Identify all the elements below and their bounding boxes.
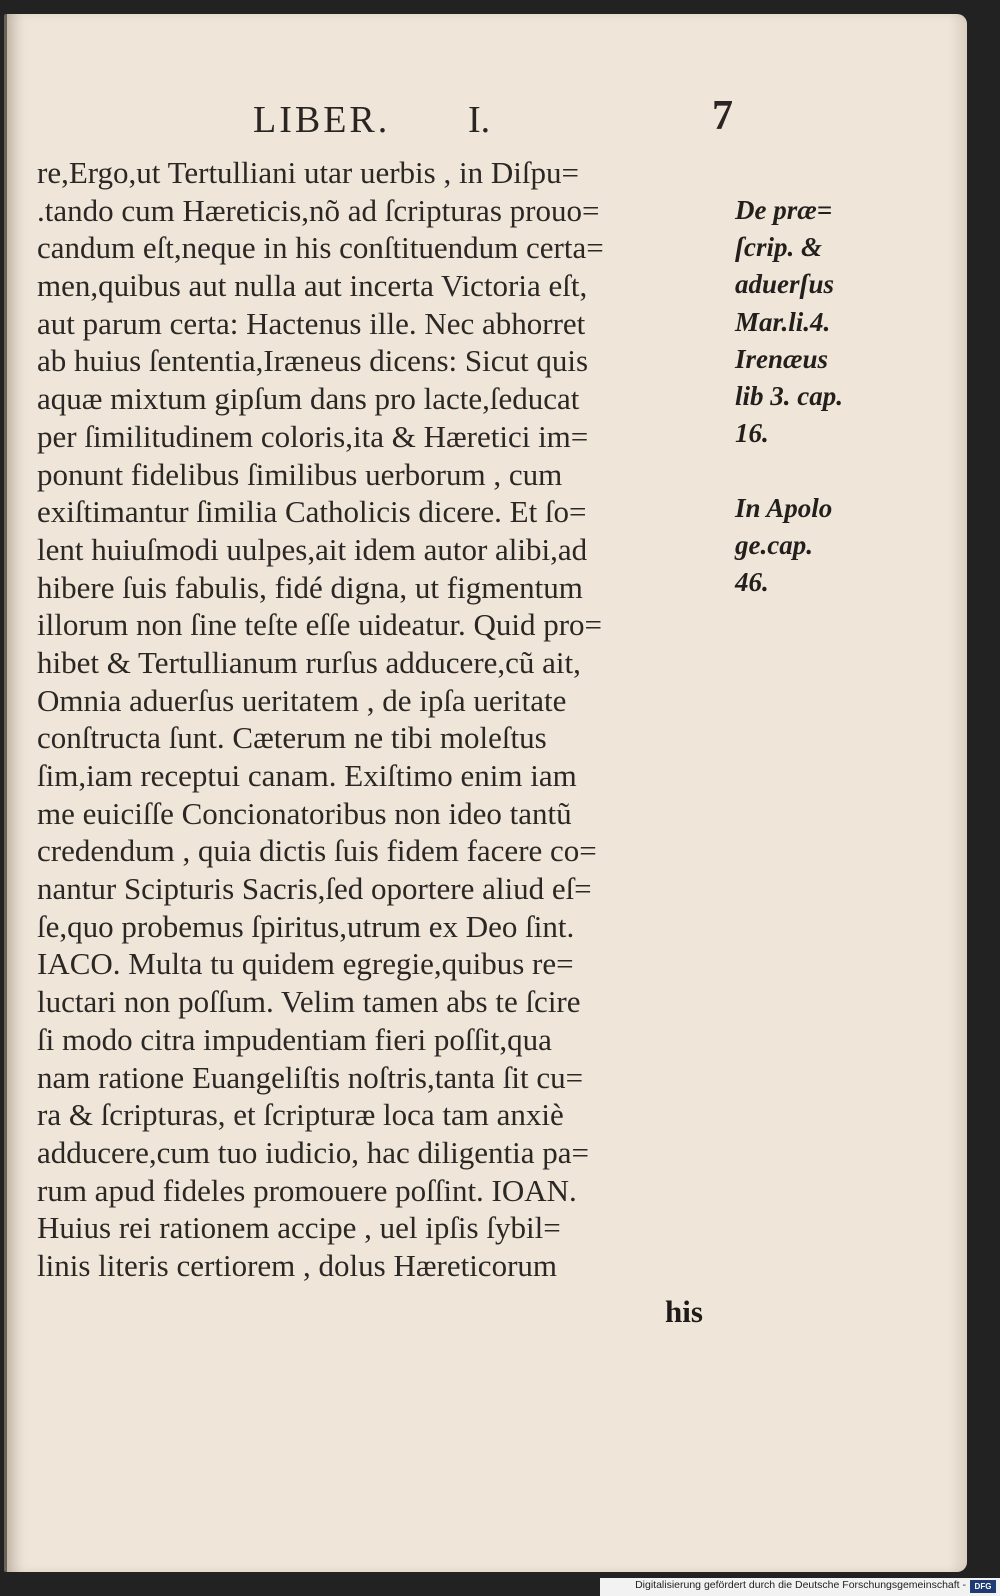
text-line: aut parum certa: Hactenus ille. Nec abhorret <box>37 305 586 341</box>
text-line: nantur Scipturis Sacris,ſed oportere aliud eſ= <box>37 871 592 907</box>
text-line: IACO. Multa tu quidem egregie,quibus re= <box>37 946 574 982</box>
text-line: ſim,iam receptui canam. Exiſtimo enim iam <box>37 758 577 793</box>
text-line: .tando cum Hæreticis,nõ ad ſcripturas prouo= <box>37 192 600 228</box>
text-line: linis literis certiorem , dolus Hæreticorum <box>37 1247 558 1283</box>
running-title: LIBER. <box>253 99 391 141</box>
body-text <box>37 154 727 1285</box>
text-line: ab huius ſententia,Iræneus dicens: Sicut quis <box>37 343 589 379</box>
marginal-note: ſcrip. & <box>735 232 822 263</box>
marginal-note: Irenæus <box>735 343 829 374</box>
marginal-note: ge.cap. <box>735 529 813 560</box>
text-line: hibere ſuis fabulis, fidé digna, ut figmentum <box>37 569 583 605</box>
text-line: ponunt fidelibus ſimilibus uerborum , cum <box>37 456 563 492</box>
text-line: candum eſt,neque in his conſtituendum certa= <box>37 230 604 266</box>
text-line: exiſtimantur ſimilia Catholicis dicere. Et ſo= <box>37 494 587 530</box>
text-line: ſi modo citra impudentiam fieri poſſit,qua <box>37 1021 552 1057</box>
marginal-note: De præ= <box>735 195 833 225</box>
dfg-logo-icon: DFG <box>970 1580 996 1593</box>
book-number: I. <box>468 99 491 141</box>
catchword: his <box>665 1294 703 1329</box>
page-header <box>253 86 733 156</box>
marginal-note: lib 3. cap. <box>735 380 843 411</box>
marginal-note <box>735 452 885 489</box>
marginal-notes <box>735 192 885 601</box>
text-line: men,quibus aut nulla aut incerta Victoria eſt, <box>37 268 588 304</box>
text-line: credendum , quia dictis ſuis fidem facere co= <box>37 833 597 869</box>
book-page <box>4 14 967 1572</box>
text-line: Huius rei rationem accipe , uel ipſis ſybil= <box>37 1210 561 1246</box>
digitization-footer <box>600 1578 1000 1596</box>
page-number: 7 <box>712 93 733 139</box>
marginal-note: Mar.li.4. <box>735 306 831 337</box>
funding-credit: Digitalisierung gefördert durch die Deutsche Forschungsgemeinschaft - <box>635 1579 966 1591</box>
text-line: illorum non ſine teſte eſſe uideatur. Quid pro= <box>37 607 603 643</box>
text-line: me euiciſſe Concionatoribus non ideo tantũ <box>37 795 572 831</box>
marginal-note: 16. <box>735 418 769 449</box>
text-line: lent huiuſmodi uulpes,ait idem autor alibi,ad <box>37 531 588 567</box>
text-line: Omnia aduerſus ueritatem , de ipſa ueritate <box>37 682 567 718</box>
text-line: ra & ſcripturas, et ſcripturæ loca tam anxiè <box>37 1097 564 1133</box>
text-line: luctari non poſſum. Velim tamen abs te ſcire <box>37 984 581 1020</box>
text-line: adducere,cum tuo iudicio, hac diligentia pa= <box>37 1134 590 1170</box>
text-line: rum apud fideles promouere poſſint. IOAN. <box>37 1172 577 1208</box>
text-line: per ſimilitudinem coloris,ita & Hæretici im= <box>37 418 589 454</box>
text-line: ſe,quo probemus ſpiritus,utrum ex Deo ſint. <box>37 908 575 944</box>
text-line: aquæ mixtum gipſum dans pro lacte,ſeducat <box>37 381 580 417</box>
text-line: hibet & Tertullianum rurſus adducere,cũ ait, <box>37 644 581 680</box>
marginal-note: In Apolo <box>735 492 833 523</box>
text-line: nam ratione Euangeliſtis noſtris,tanta ſit cu= <box>37 1059 584 1095</box>
marginal-note: aduerſus <box>735 269 835 300</box>
marginal-note: 46. <box>735 566 769 597</box>
text-line: conſtructa ſunt. Cæterum ne tibi moleſtus <box>37 720 547 756</box>
text-line: re,Ergo,ut Tertulliani utar uerbis , in Diſpu= <box>37 155 579 190</box>
